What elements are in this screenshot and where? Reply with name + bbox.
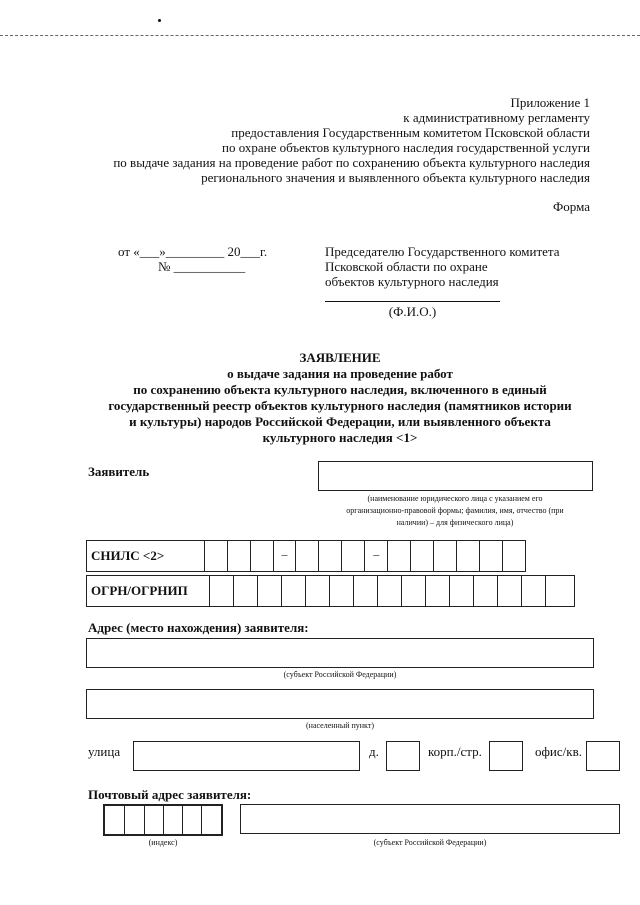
ogrn-digit[interactable] bbox=[521, 576, 545, 606]
address-heading: Адрес (место нахождения) заявителя: bbox=[88, 620, 309, 635]
snils-label: СНИЛС <2> bbox=[91, 548, 165, 563]
snils-digit[interactable] bbox=[410, 541, 433, 571]
ogrn-label: ОГРН/ОГРНИП bbox=[91, 583, 188, 598]
snils-digit[interactable] bbox=[250, 541, 273, 571]
title-line: государственный реестр объектов культурного наследия (памятников истории bbox=[108, 398, 572, 413]
snils-digit[interactable] bbox=[318, 541, 341, 571]
postal-index-digit[interactable] bbox=[144, 806, 163, 834]
snils-separator: – bbox=[373, 547, 380, 561]
postal-index-digit[interactable] bbox=[163, 806, 182, 834]
ogrn-digit[interactable] bbox=[377, 576, 401, 606]
number-line: № ___________ bbox=[158, 259, 246, 274]
house-label: д. bbox=[369, 744, 379, 759]
ogrn-digit[interactable] bbox=[233, 576, 257, 606]
postal-heading: Почтовый адрес заявителя: bbox=[88, 787, 252, 802]
office-label: офис/кв. bbox=[535, 744, 582, 759]
addressee-line: Псковской области по охране bbox=[325, 259, 488, 274]
snils-digit[interactable] bbox=[295, 541, 318, 571]
building-field[interactable] bbox=[489, 741, 523, 771]
snils-digit[interactable] bbox=[227, 541, 250, 571]
fio-caption: (Ф.И.О.) bbox=[388, 304, 437, 319]
street-field[interactable] bbox=[133, 741, 360, 771]
office-field[interactable] bbox=[586, 741, 620, 771]
postal-index-digit[interactable] bbox=[124, 806, 143, 834]
ogrn-digit[interactable] bbox=[425, 576, 449, 606]
ogrn-digit[interactable] bbox=[473, 576, 497, 606]
postal-subject-field[interactable] bbox=[240, 804, 620, 834]
title-line: культурного наследия <1> bbox=[262, 430, 418, 445]
address-settlement-field[interactable] bbox=[86, 689, 594, 719]
house-field[interactable] bbox=[386, 741, 420, 771]
title-line: о выдаче задания на проведение работ bbox=[227, 366, 453, 381]
snils-separator: – bbox=[281, 547, 288, 561]
ogrn-digit[interactable] bbox=[449, 576, 473, 606]
header-line: предоставления Государственным комитетом Псковской области bbox=[231, 125, 590, 140]
header-line: Приложение 1 bbox=[510, 95, 590, 110]
title-heading: ЗАЯВЛЕНИЕ bbox=[299, 350, 381, 365]
snils-digit[interactable] bbox=[387, 541, 410, 571]
postal-index-digit[interactable] bbox=[105, 806, 124, 834]
applicant-note-line: организационно-правовой формы; фамилия, имя, отчество (при bbox=[346, 506, 564, 515]
ogrn-digit[interactable] bbox=[353, 576, 377, 606]
ogrn-digit[interactable] bbox=[305, 576, 329, 606]
snils-grid bbox=[86, 540, 526, 572]
postal-subject-caption: (субъект Российской Федерации) bbox=[373, 838, 487, 847]
ogrn-digit[interactable] bbox=[281, 576, 305, 606]
address-subject-caption: (субъект Российской Федерации) bbox=[283, 670, 397, 679]
header-line: регионального значения и выявленного объекта культурного наследия bbox=[201, 170, 590, 185]
addressee-line: объектов культурного наследия bbox=[325, 274, 499, 289]
snils-digit[interactable] bbox=[341, 541, 364, 571]
street-label: улица bbox=[88, 744, 121, 759]
addressee-line: Председателю Государственного комитета bbox=[325, 244, 560, 259]
fio-underline bbox=[325, 301, 500, 302]
snils-digit[interactable] bbox=[433, 541, 456, 571]
title-line: и культуры) народов Российской Федерации, или выявленного объекта bbox=[129, 414, 551, 429]
address-settlement-caption: (населенный пункт) bbox=[306, 721, 374, 730]
ogrn-digit[interactable] bbox=[545, 576, 569, 606]
applicant-note-line: наличии) – для физического лица) bbox=[396, 518, 514, 527]
ogrn-digit[interactable] bbox=[209, 576, 233, 606]
applicant-note-line: (наименование юридического лица с указанием его bbox=[367, 494, 543, 503]
scan-top-line bbox=[0, 35, 640, 36]
building-label: корп./стр. bbox=[428, 744, 482, 759]
scan-speck bbox=[158, 19, 161, 22]
date-line: от «___»_________ 20___г. bbox=[118, 244, 268, 259]
postal-index-caption: (индекс) bbox=[148, 838, 178, 847]
ogrn-digit[interactable] bbox=[329, 576, 353, 606]
title-line: по сохранению объекта культурного наследия, включенного в единый bbox=[133, 382, 547, 397]
header-line: по охране объектов культурного наследия государственной услуги bbox=[222, 140, 590, 155]
snils-digit[interactable] bbox=[479, 541, 502, 571]
snils-digit[interactable] bbox=[204, 541, 227, 571]
address-subject-field[interactable] bbox=[86, 638, 594, 668]
postal-index-digit[interactable] bbox=[182, 806, 201, 834]
snils-digit[interactable] bbox=[456, 541, 479, 571]
ogrn-grid bbox=[86, 575, 575, 607]
ogrn-digit[interactable] bbox=[497, 576, 521, 606]
applicant-name-field[interactable] bbox=[318, 461, 593, 491]
form-label: Форма bbox=[553, 199, 590, 214]
postal-index-grid bbox=[103, 804, 223, 836]
header-line: по выдаче задания на проведение работ по сохранению объекта культурного наследия bbox=[113, 155, 590, 170]
snils-digit[interactable] bbox=[502, 541, 525, 571]
header-line: к административному регламенту bbox=[403, 110, 590, 125]
ogrn-digit[interactable] bbox=[401, 576, 425, 606]
snils-separator-cell bbox=[273, 541, 296, 571]
ogrn-digit[interactable] bbox=[257, 576, 281, 606]
applicant-label: Заявитель bbox=[88, 464, 150, 479]
snils-separator-cell bbox=[364, 541, 387, 571]
postal-index-digit[interactable] bbox=[201, 806, 220, 834]
